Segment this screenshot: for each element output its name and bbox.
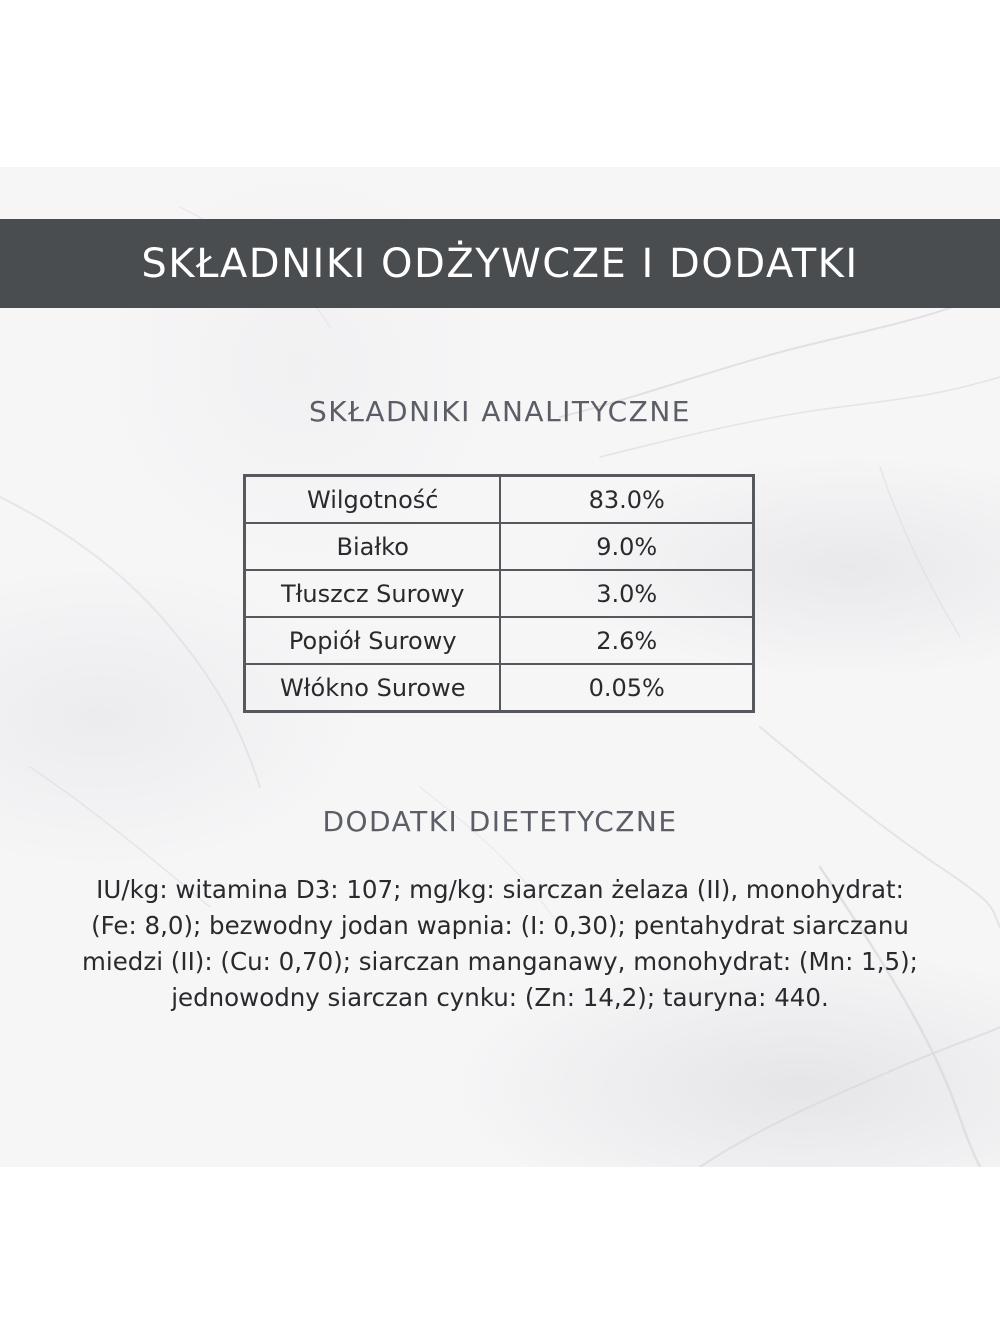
nutrient-value: 9.0%: [500, 523, 753, 570]
nutrient-name: Wilgotność: [245, 476, 501, 524]
page-title: SKŁADNIKI ODŻYWCZE I DODATKI: [141, 240, 859, 287]
nutrient-value: 0.05%: [500, 664, 753, 712]
analytic-table: [243, 474, 755, 713]
analytic-heading: SKŁADNIKI ANALITYCZNE: [309, 395, 691, 428]
additives-description: IU/kg: witamina D3: 107; mg/kg: siarczan żelaza (II), monohydrat: (Fe: 8,0); bezwodny jodan wapnia: (I: 0,30); pentahydrat siarczanu miedzi (II): (Cu: 0,70); siarczan manganawy, monohydrat: (Mn: 1,5); jednowodny siarczan cynku: (Zn: 14,2); tauryna: 440.: [82, 875, 918, 1012]
additives-heading: DODATKI DIETETYCZNE: [322, 805, 678, 838]
nutrient-value: 83.0%: [500, 476, 753, 524]
table-row: [245, 476, 754, 524]
title-banner: [0, 219, 1000, 308]
nutrient-value: 3.0%: [500, 570, 753, 617]
nutrient-name: Białko: [245, 523, 501, 570]
table-row: [245, 523, 754, 570]
table-row: [245, 664, 754, 712]
nutrient-value: 2.6%: [500, 617, 753, 664]
nutrient-name: Popiół Surowy: [245, 617, 501, 664]
table-row: [245, 570, 754, 617]
nutrient-name: Włókno Surowe: [245, 664, 501, 712]
nutrient-name: Tłuszcz Surowy: [245, 570, 501, 617]
table-row: [245, 617, 754, 664]
